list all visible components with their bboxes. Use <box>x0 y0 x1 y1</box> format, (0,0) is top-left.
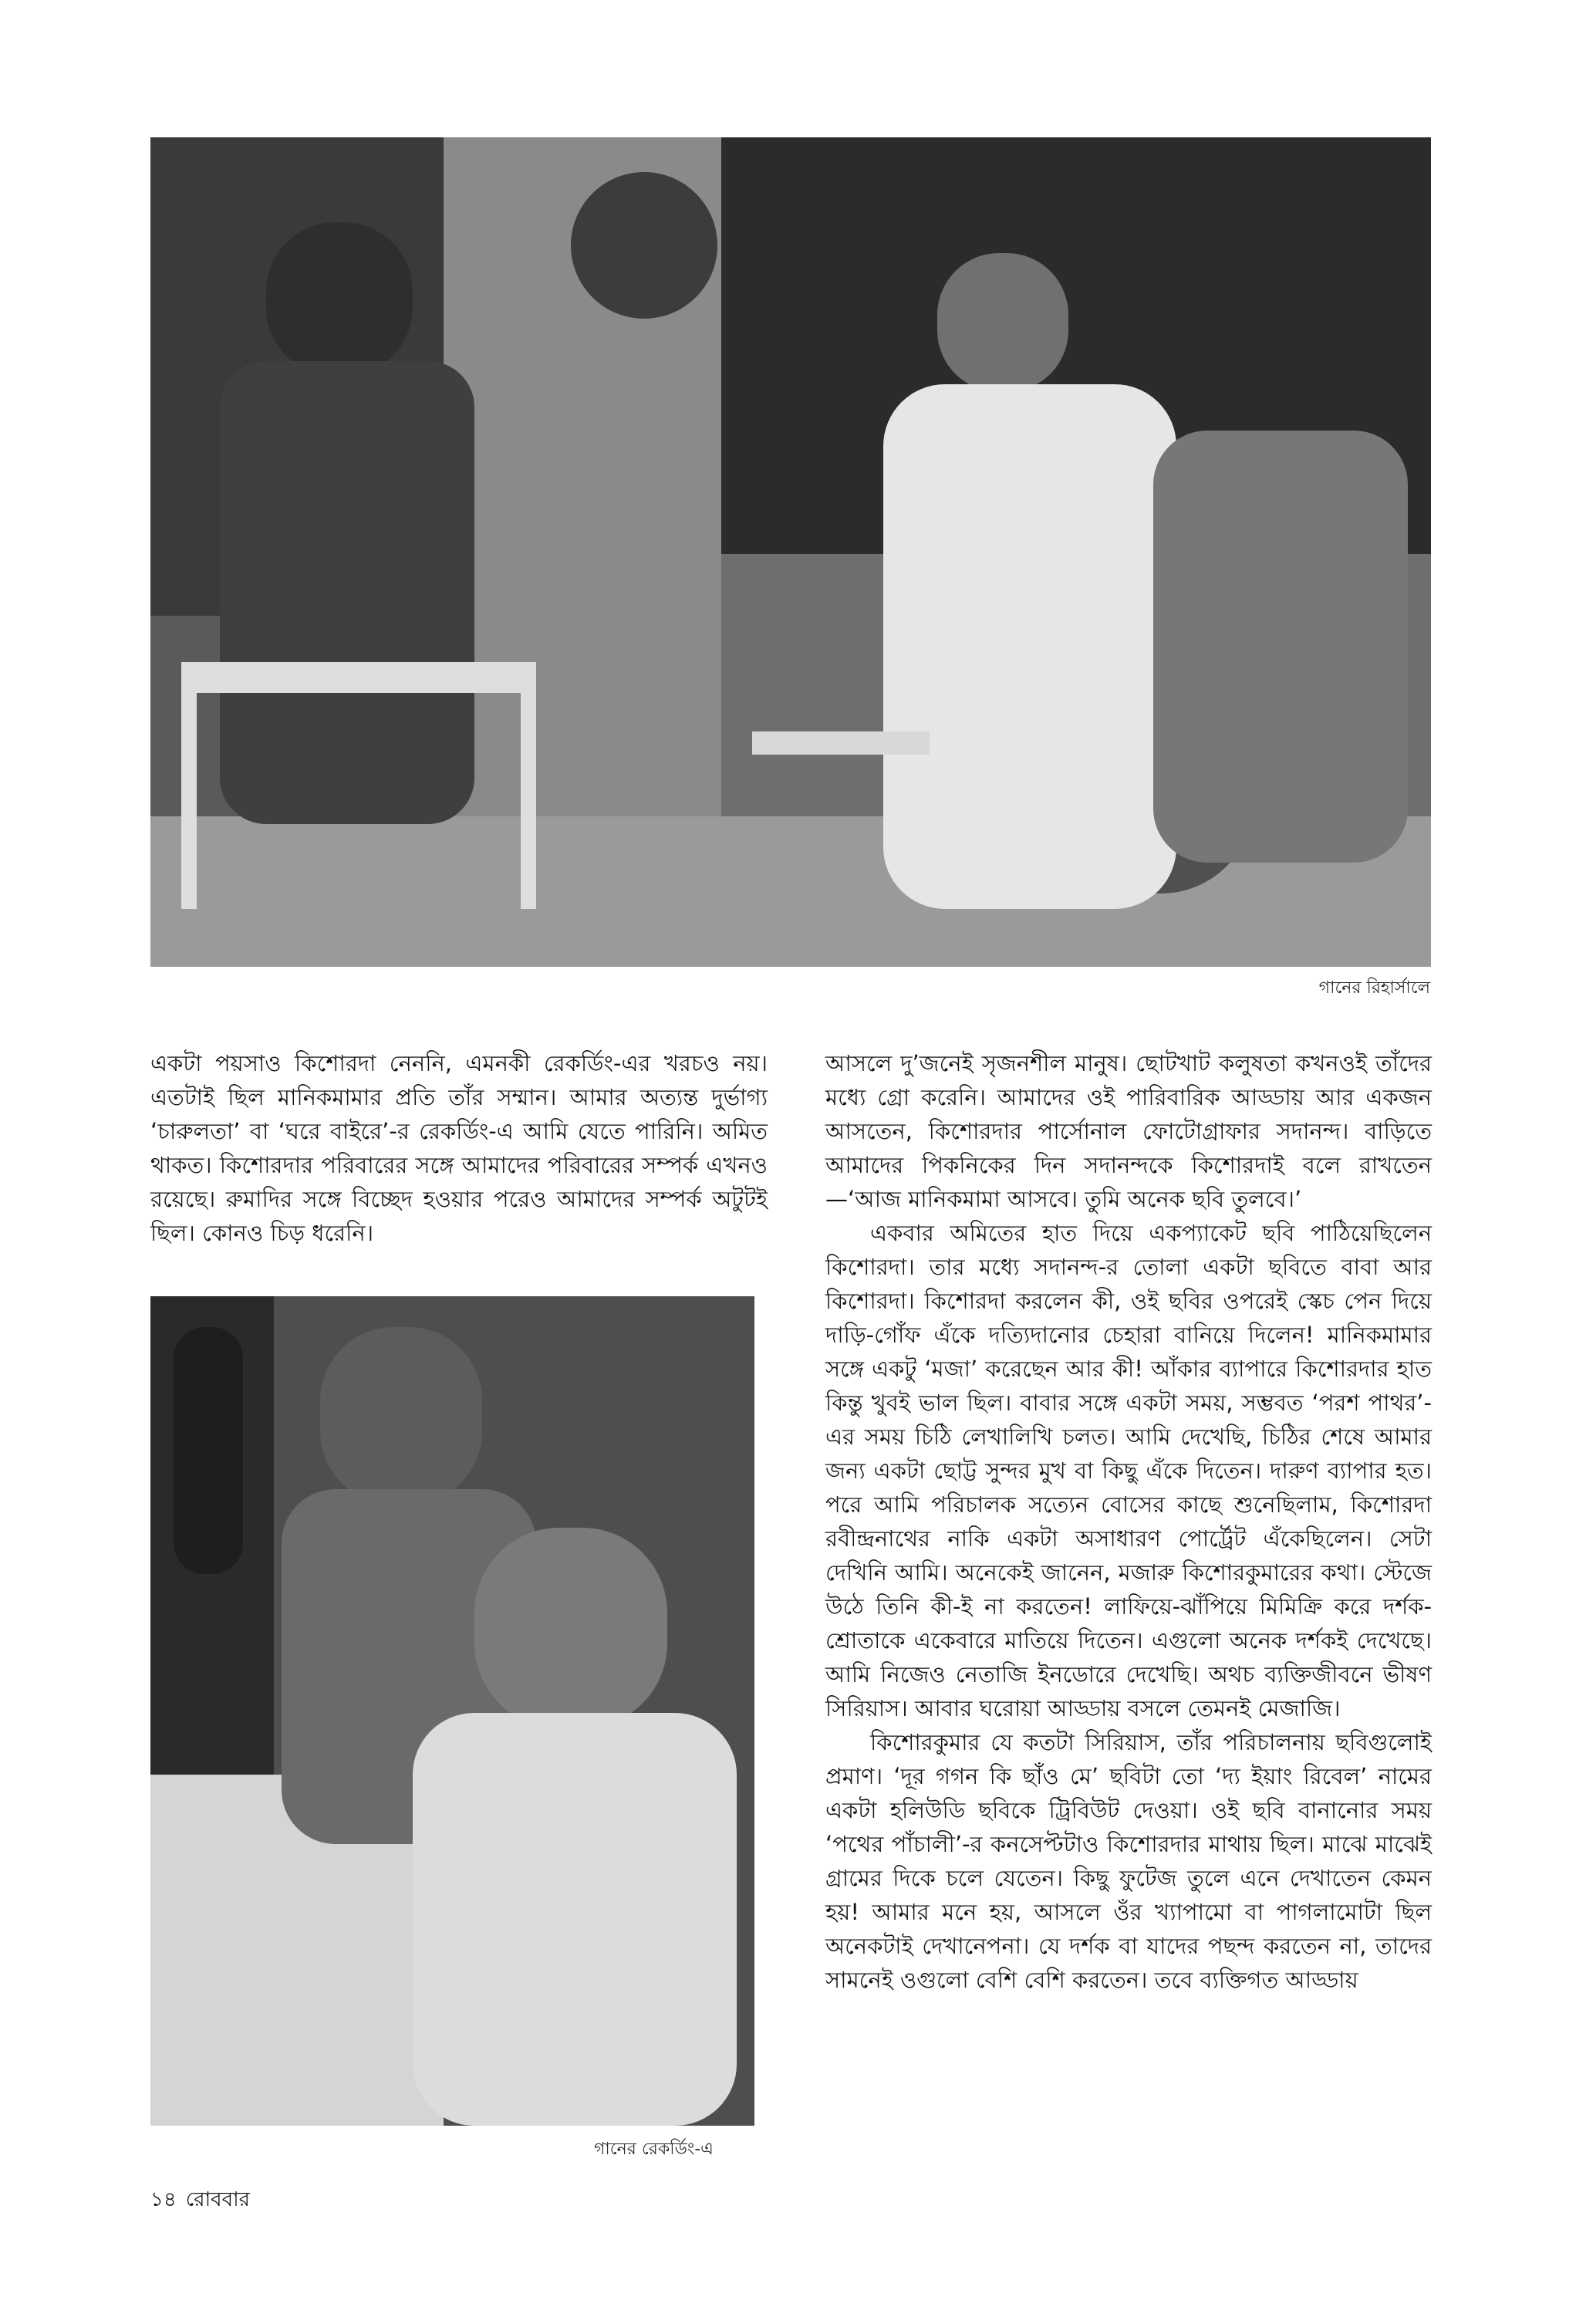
right-column-text <box>825 1046 1432 1997</box>
right-paragraph-1: আসলে দু’জনেই সৃজনশীল মানুষ। ছোটখাট কলুষতা কখনওই তাঁদের মধ্যে গ্রো করেনি। আমাদের ওই পারিবারিক আড্ডায় আর একজন আসতেন, কিশোরদার পার্সোনাল ফোটোগ্রাফার সদানন্দ। বাড়িতে আমাদের পিকনিকের দিন সদানন্দকে কিশোরদাই বলে রাখতেন—‘আজ মানিকমামা আসবে। তুমি অনেক ছবি তুলবে।’ <box>825 1050 1432 1212</box>
rehearsal-photo <box>150 137 1431 967</box>
right-paragraph-3: কিশোরকুমার যে কতটা সিরিয়াস, তাঁর পরিচালনায় ছবিগুলোই প্রমাণ। ‘দূর গগন কি ছাঁও মে’ ছবিটা তো ‘দ্য ইয়াং রিবেল’ নামের একটা হলিউডি ছবিকে ট্রিবিউট দেওয়া। ওই ছবি বানানোর সময় ‘পথের পাঁচালী’-র কনসেপ্টটাও কিশোরদার মাথায় ছিল। মাঝে মাঝেই গ্রামের দিকে চলে যেতেন। কিছু ফুটেজ তুলে এনে দেখাতেন কেমন হয়! আমার মনে হয়, আসলে ওঁর খ্যাপামো বা পাগলামোটা ছিল অনেকটাই দেখানেপনা। যে দর্শক বা যাদের পছন্দ করতেন না, তাদের সামনেই ওগুলো বেশি বেশি করতেন। তবে ব্যক্তিগত আড্ডায় <box>825 1729 1432 1993</box>
page-number: ১৪ <box>150 2188 177 2211</box>
top-photo-caption: গানের রিহার্সালে <box>1318 978 1430 998</box>
right-paragraph-2: একবার অমিতের হাত দিয়ে একপ্যাকেট ছবি পাঠিয়েছিলেন কিশোরদা। তার মধ্যে সদানন্দ-র তোলা একটা ছবিতে বাবা আর কিশোরদা। কিশোরদা করলেন কী, ওই ছবির ওপরেই স্কেচ পেন দিয়ে দাড়ি-গোঁফ এঁকে দত্যিদানোর চেহারা বানিয়ে দিলেন! মানিকমামার সঙ্গে একটু ‘মজা’ করেছেন আর কী! আঁকার ব্যাপারে কিশোরদার হাত কিন্তু খুবই ভাল ছিল। বাবার সঙ্গে একটা সময়, সম্ভবত ‘পরশ পাথর’-এর সময় চিঠি লেখালিখি চলত। আমি দেখেছি, চিঠির শেষে আমার জন্য একটা ছোট্ট সুন্দর মুখ বা কিছু এঁকে দিতেন। দারুণ ব্যাপার হত। পরে আমি পরিচালক সত্যেন বোসের কাছে শুনেছিলাম, কিশোরদা রবীন্দ্রনাথের নাকি একটা অসাধারণ পোর্ট্রেট এঁকেছিলেন। সেটা দেখিনি আমি। অনেকেই জানেন, মজারু কিশোরকুমারের কথা। স্টেজে উঠে তিনি কী-ই না করতেন! লাফিয়ে-ঝাঁপিয়ে মিমিক্রি করে দর্শক-শ্রোতাকে একেবারে মাতিয়ে দিতেন। এগুলো অনেক দর্শকই দেখেছে। আমি নিজেও নেতাজি ইনডোরে দেখেছি। অথচ ব্যক্তিজীবনে ভীষণ সিরিয়াস। আবার ঘরোয়া আড্ডায় বসলে তেমনই মেজাজি। <box>825 1220 1432 1721</box>
bottom-photo-caption: গানের রেকর্ডিং-এ <box>594 2140 714 2159</box>
recording-photo <box>150 1296 754 2126</box>
page-folio <box>150 2184 259 2218</box>
publication-name: রোববার <box>185 2188 250 2211</box>
left-paragraph: একটা পয়সাও কিশোরদা নেননি, এমনকী রেকর্ডিং-এর খরচও নয়। এতটাই ছিল মানিকমামার প্রতি তাঁর সম্মান। আমার অত্যন্ত দুর্ভাগ্য ‘চারুলতা’ বা ‘ঘরে বাইরে’-র রেকর্ডিং-এ আমি যেতে পারিনি। অমিত থাকত। কিশোরদার পরিবারের সঙ্গে আমাদের পরিবারের সম্পর্ক এখনও রয়েছে। রুমাদির সঙ্গে বিচ্ছেদ হওয়ার পরেও আমাদের সম্পর্ক অটুটই ছিল। কোনও চিড় ধরেনি। <box>150 1050 768 1246</box>
left-column-text <box>150 1046 768 1250</box>
